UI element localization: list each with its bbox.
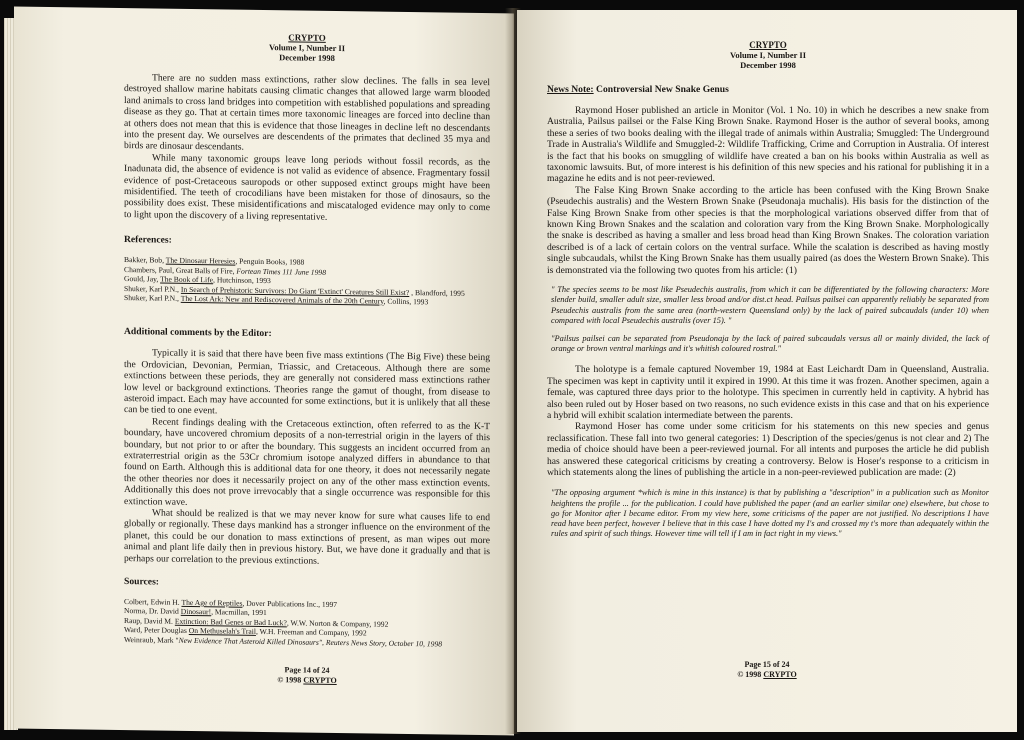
page-number: Page 15 of 24 (744, 660, 790, 669)
body-paragraph: Raymond Hoser has come under some criticism for his statements on this new species and genus reclassification. These fall into two general categories: 1) Description of the species/genus is not clear and 2) The media of choice should have been a peer-reviewed journal. For all intents and purposes the article he did publish has answered these categorical criticisms by creating a controversy. Below is Hoser's response to a criticism in which statements along the lines of publishing the article in a non-peer-reviewed publication are made: (2) (547, 421, 989, 478)
body-paragraph: Raymond Hoser published an article in Monitor (Vol. 1 No. 10) in which he describes a new snake from Australia, Pailsus pailsei or the False King Brown Snake. Raymond Hoser is the author of several books, among these a series of two books dealing with the illegal trade of animals within Australia; Smuggled: The Underground Trade in Australia's Wildlife and Smuggled-2: Wildlife Trafficking, Crime and Corruption in Australia. Of interest is the fact that his books on smuggling of wildlife have created a ban on his books within Australia as well as taxonomic lawsuits. But, of more interest is his definition of this new species and his rational for publishing it in a magazine he edits and is not peer-reviewed. (547, 105, 989, 185)
volume-line: Volume I, Number II (729, 50, 807, 60)
references-list (124, 255, 490, 307)
editor-paragraph: Typically it is said that there have been five mass extintions (The Big Five) these being the Ordovician, Devonian, Permian, Triassic, and Cretaceous. Although there are some extinctions between these periods, they are generally not considered mass extinctions rather low level or background extinctions. Theories range the gamut of thought, from disease to asteroid impact. Each may have accounted for some extinctions, but it is unlikely that all these can be tied to one event. (124, 347, 490, 417)
body-paragraph: While many taxonomic groups leave long periods without fossil records, as the Inadunata did, the absence of evidence is not valid as evidence of absence. Fragmentary fossil evidence of post-Cretaceous sauropods or other supposed extinct groups might have been misidentified. The teeth of crocodilians have been mistaken for those of dinosaurs, so the possibility does exist. These misidentifications and miscataloged evidence may only to come to light upon the discovery of a living representative. (124, 152, 490, 223)
sources-heading: Sources: (124, 576, 159, 588)
references-heading: References: (124, 234, 172, 246)
source-item: Ward, Peter Douglas On Methuselah's Trail, W.H. Freeman and Company, 1992 (124, 625, 367, 638)
volume-line: Volume I, Number II (268, 42, 346, 54)
quote-block: " The species seems to be most like Pseudechis australis, from which it can be differentiated by the following characters: More slender build, smaller adult size, smaller less broad and/or dist.ct head. Pailsus pailsei can apparently reliably be separated from Pseudechis australis from the same area (north-western Queensland only) by the lack of paired subcaudals (under 10) when compared with local Pseudechis australis (over 15). " (551, 285, 989, 325)
reference-item: Chambers, Paul, Great Balls of Fire, Fortean Times 111 June 1998 (124, 264, 326, 277)
issue-date: December 1998 (740, 60, 796, 70)
source-item: Raup, David M. Extinction: Bad Genes or Bad Luck?, W.W. Norton & Company, 1992 (124, 615, 389, 629)
left-page (14, 7, 514, 736)
left-page-footer (14, 662, 514, 688)
sources-list (124, 597, 490, 649)
news-note-heading: News Note: Controversial New Snake Genus (547, 84, 729, 95)
right-page-footer (517, 660, 1017, 679)
quote-block: "Pailsus pailsei can be separated from Pseudonaja by the lack of paired subcaudals versus all or mainly divided, the lack of orange or brown ventral markings and it's whitish coloured rostral." (551, 333, 989, 354)
quote-block: "The opposing argument *which is mine in this instance) is that by publishing a "description" in a publication such as Monitor heightens the profile ... for the publication. I could have published the paper (and an earlier similar one) elsewhere, but chose to go for Monitor after I became editor. From my view here, some criticisms of the paper are not justified. No descriptions I have read have been perfect, however I believe that in this case I have dotted my I's and crossed my t's more than adequately within the rules and spirit of such things. However time will tell if I am in fact right in my views." (551, 488, 989, 539)
reference-item: Gould, Jay, The Book of Life, Hutchinson, 1993 (124, 274, 271, 286)
editor-paragraph: Recent findings dealing with the Cretaceous extinction, often referred to as the K-T boundary, have uncovered chromium deposits of a non-terrestrial origin in the layers of this boundary, but not prior to or after the boundary. This suggests an incident occurred from an extraterrestrial origin as the 53Cr chromium isotope analyzed differs in abundance to that found on Earth. Although this is additional data for one theory, it does not necessarily negate the other theories nor does it necessarily project on any of the other mass extinction events. Additionally this does not prove irrevocably that a single occurrence was responsible for this extinction wave. (124, 416, 490, 508)
page-number: Page 14 of 24 (284, 665, 330, 675)
body-paragraph: The False King Brown Snake according to the article has been confused with the King Brown Snake (Pseudechis australis) and the Western Brown Snake (Pseudonaja muchalis). His basis for the distinction of the False King Brown Snake from other species is that the morphological variations observed differ from that of known King Brown Snakes and the scalation and coloration vary from the King Brown Snake. Morphologically the snake is described as having a smaller and less broad head than King Brown Snakes. The coloration variation described is of a lack of certain colors on the ventral surface. While the scalation is described as having mostly single subcaudals, whilst the King Brown Snake has them usually paired (as does the Western Brown Snake). This is demonstrated via the following two quotes from his article: (1) (547, 184, 989, 276)
copyright: © 1998 CRYPTO (737, 669, 797, 679)
editor-comments-heading: Additional comments by the Editor: (124, 326, 272, 340)
reference-item: Shuker, Karl P.N., In Search of Prehistoric Survivors: Do Giant 'Extinct' Creatures Still Exist? , Blandford, 1995 (124, 283, 465, 298)
editor-paragraph: What should be realized is that we may never know for sure what causes life to end globally or regionally. These days mankind has a stronger influence on the environment of the planet, this could be our donation to mass extinctions of present, as man wipes out more animal and plant life daily then in previous history. But, we have done it gradually and that is perhaps our correlation to the previous extinctions. (124, 507, 490, 567)
publication-title: CRYPTO (749, 40, 787, 50)
body-paragraph: The holotype is a female captured November 19, 1984 at East Leichardt Dam in Queensland, Australia. The specimen was kept in captivity until it expired in 1990. At this time it was frozen. Another specimen, again a female, was captured three days prior to the holotype. This specimen in currently held in captivity. A hybrid has also been ruled out by Hoser based on two reasons, no such evidence exists in this case and that on his experience a hybrid will exhibit scalation intermediate between the parents. (547, 364, 989, 421)
copyright: © 1998 CRYPTO (277, 674, 337, 685)
right-page (517, 10, 1017, 732)
publication-title: CRYPTO (288, 32, 326, 43)
right-page-header (547, 40, 989, 70)
issue-date: December 1998 (279, 52, 335, 63)
body-paragraph: There are no sudden mass extinctions, rather slow declines. The falls in sea level destroyed shallow marine habitats causing climatic changes that allowed large warm blooded land animals to cross land bridges into competition with established populations and spreading disease as they go. That at certain times more taxonomic lineages are forced into decline than at others does not mean that this is evidence that those lineages in decline left no descendants into the present day. We ourselves are descendents of the primates that declined 35 mya and birds are dinosaur descendants. (124, 72, 490, 154)
reference-item: Shuker, Karl P.N., The Lost Ark: New and Rediscovered Animals of the 20th Century, Collins, 1993 (124, 292, 429, 307)
source-item: Weinraub, Mark "New Evidence That Asteroid Killed Dinosaurs", Reuters News Story, October 10, 1998 (124, 634, 443, 649)
source-item: Colbert, Edwin H. The Age of Reptiles, Dover Publications Inc., 1997 (124, 597, 338, 610)
reference-item: Bakker, Bob, The Dinosaur Heresies, Penguin Books, 1988 (124, 255, 305, 267)
source-item: Norma, Dr. David Dinosaur!, Macmillan, 1991 (124, 606, 267, 618)
